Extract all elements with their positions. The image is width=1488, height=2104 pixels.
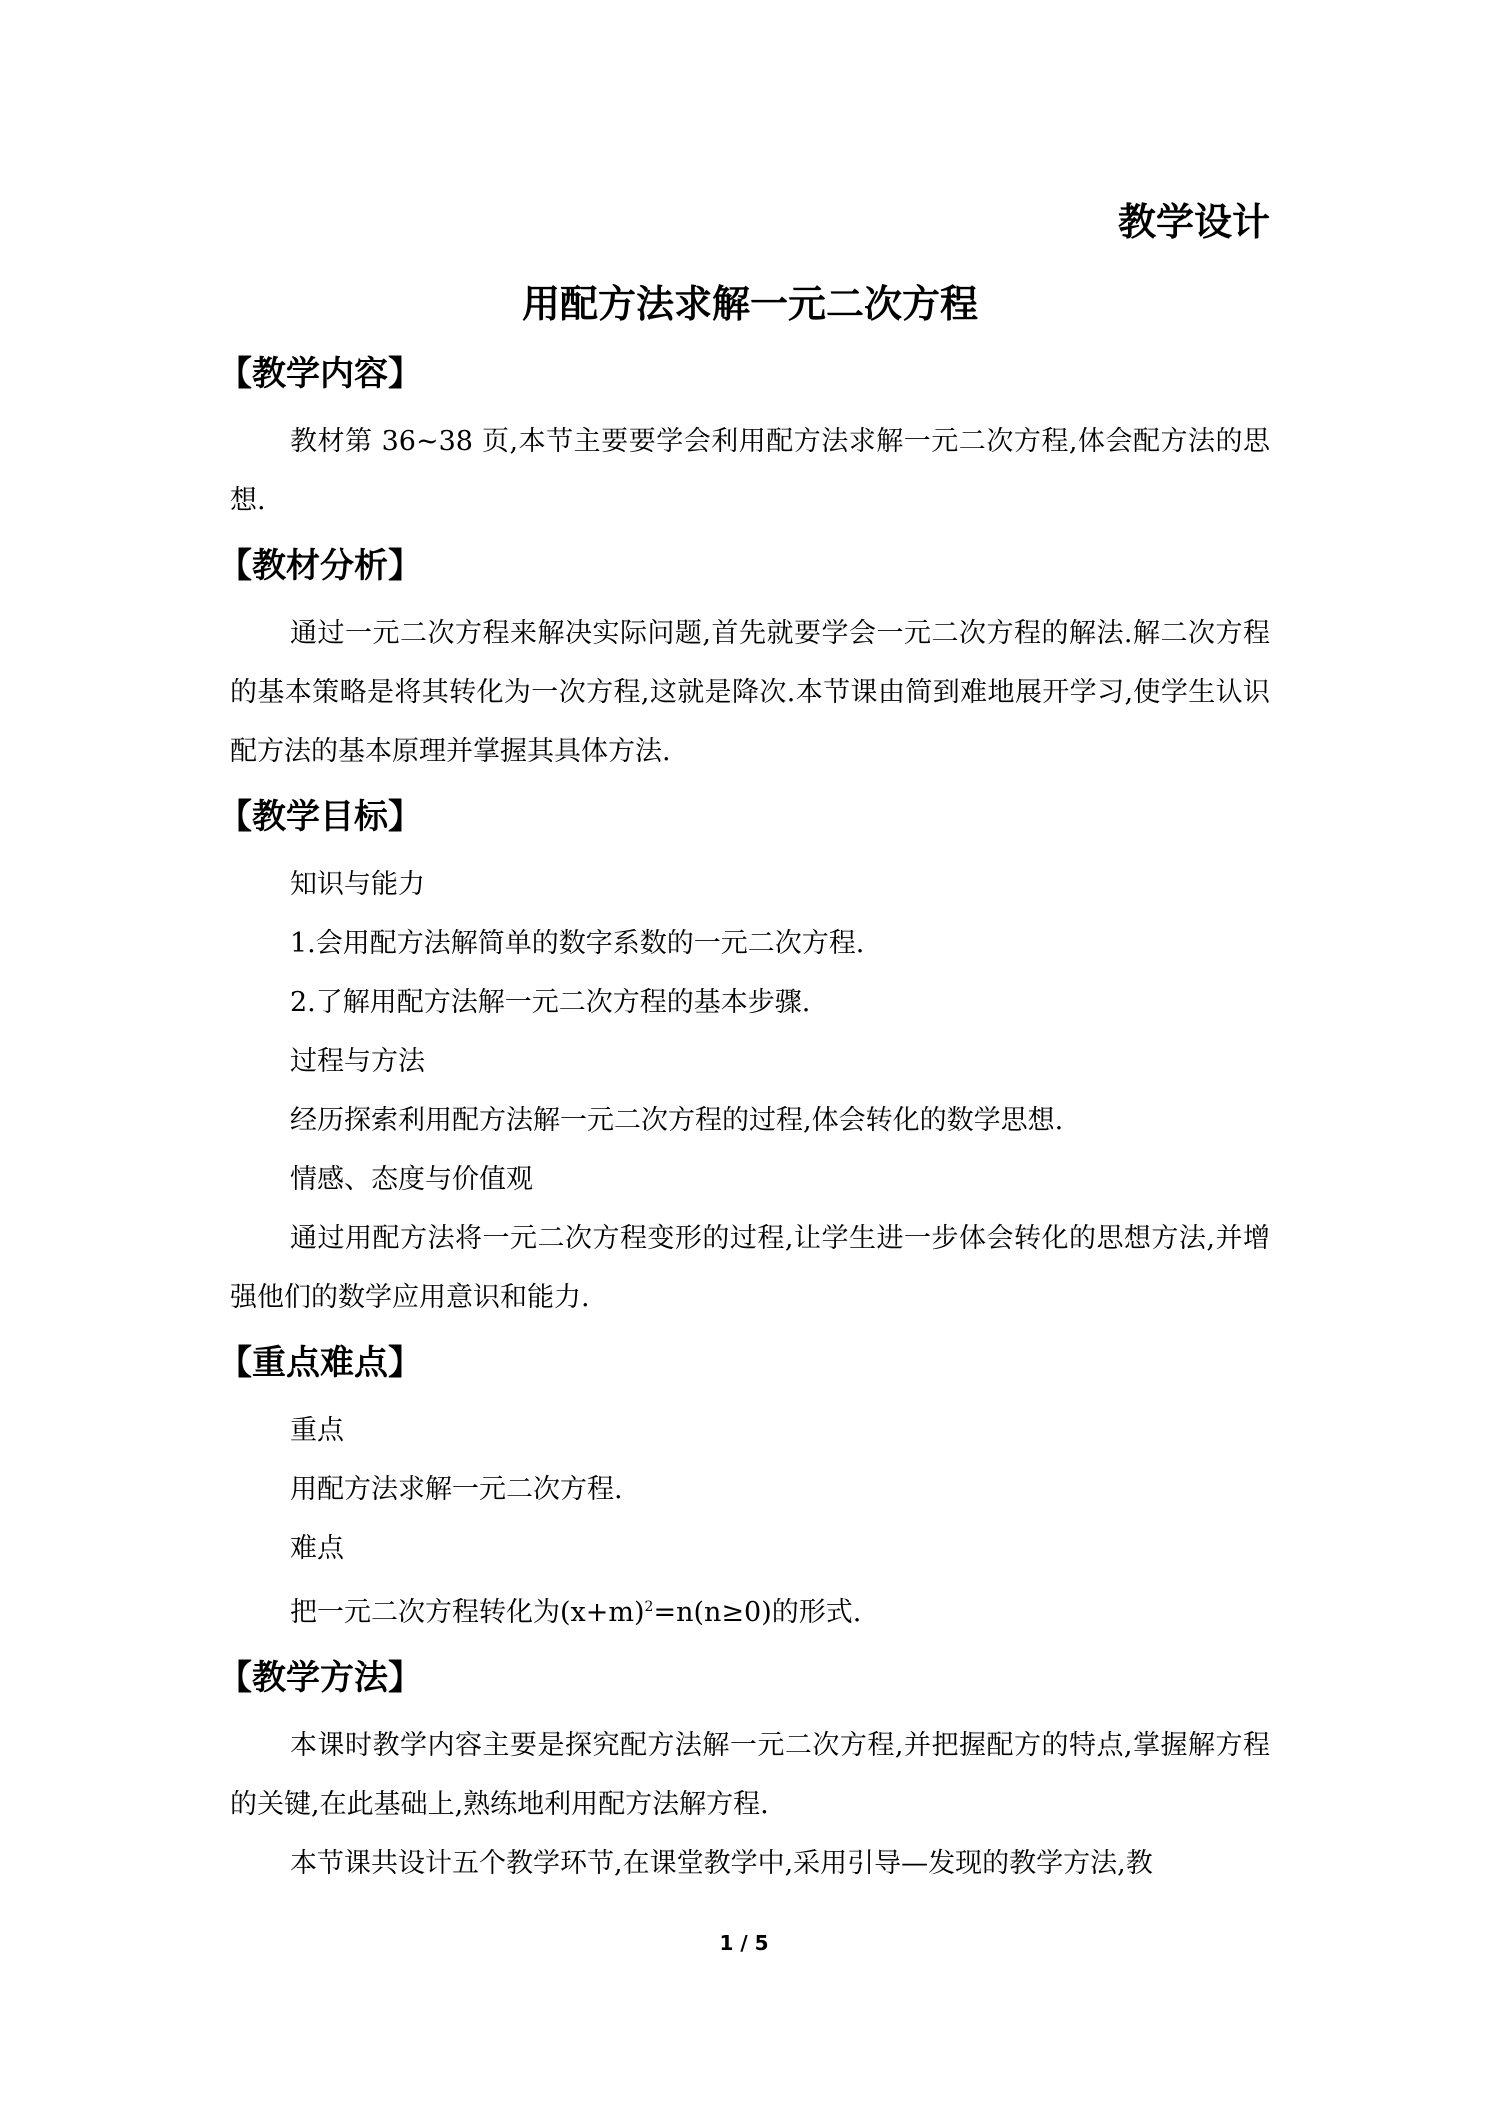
objective-item: 1.会用配方法解简单的数字系数的一元二次方程. — [290, 928, 865, 959]
document-type-label: 教学设计 — [1117, 200, 1270, 244]
section-key-difficult-points — [218, 1333, 1270, 1642]
document-title: 用配方法求解一元二次方程 — [521, 282, 978, 326]
superscript: 2 — [644, 1599, 654, 1615]
section-teaching-objectives — [218, 787, 1270, 1327]
section-heading: 【重点难点】 — [218, 1343, 422, 1383]
paragraph: 通过用配方法将一元二次方程变形的过程,让学生进一步体会转化的思想方法,并增强他们的数学应用意识和能力. — [230, 1223, 1270, 1313]
section-heading: 【教学目标】 — [218, 797, 422, 837]
subheading-difficulty: 难点 — [290, 1533, 344, 1564]
subheading-process: 过程与方法 — [290, 1046, 425, 1077]
paragraph: 本节课共设计五个教学环节,在课堂教学中,采用引导—发现的教学方法,教 — [290, 1848, 1153, 1879]
section-teaching-methods — [218, 1648, 1270, 1893]
paragraph: 本课时教学内容主要是探究配方法解一元二次方程,并把握配方的特点,掌握解方程的关键,在此基础上,熟练地利用配方法解方程. — [230, 1730, 1270, 1820]
subheading-emotion: 情感、态度与价值观 — [290, 1164, 533, 1195]
section-teaching-content — [218, 344, 1270, 530]
section-heading: 【教学方法】 — [218, 1658, 422, 1698]
key-point-text: 用配方法求解一元二次方程. — [290, 1474, 623, 1505]
section-heading: 【教材分析】 — [218, 546, 422, 586]
subheading-knowledge: 知识与能力 — [290, 869, 425, 900]
subheading-key-point: 重点 — [290, 1415, 344, 1446]
document-body — [218, 190, 1270, 1899]
difficulty-text-end: =n(n≥0)的形式. — [653, 1597, 862, 1628]
difficulty-text — [230, 1578, 1270, 1642]
section-heading: 【教学内容】 — [218, 354, 422, 394]
difficulty-text-start: 把一元二次方程转化为(x+m) — [290, 1597, 645, 1628]
objective-item: 2.了解用配方法解一元二次方程的基本步骤. — [290, 987, 811, 1018]
section-material-analysis — [218, 536, 1270, 781]
paragraph: 教材第 36~38 页,本节主要要学会利用配方法求解一元二次方程,体会配方法的思想. — [230, 426, 1270, 516]
paragraph: 通过一元二次方程来解决实际问题,首先就要学会一元二次方程的解法.解二次方程的基本策略是将其转化为一次方程,这就是降次.本节课由简到难地展开学习,使学生认识配方法的基本原理并掌握其具体方法. — [230, 618, 1270, 767]
page-number: 1 / 5 — [719, 1931, 769, 1955]
objective-item: 经历探索利用配方法解一元二次方程的过程,体会转化的数学思想. — [290, 1105, 1064, 1136]
